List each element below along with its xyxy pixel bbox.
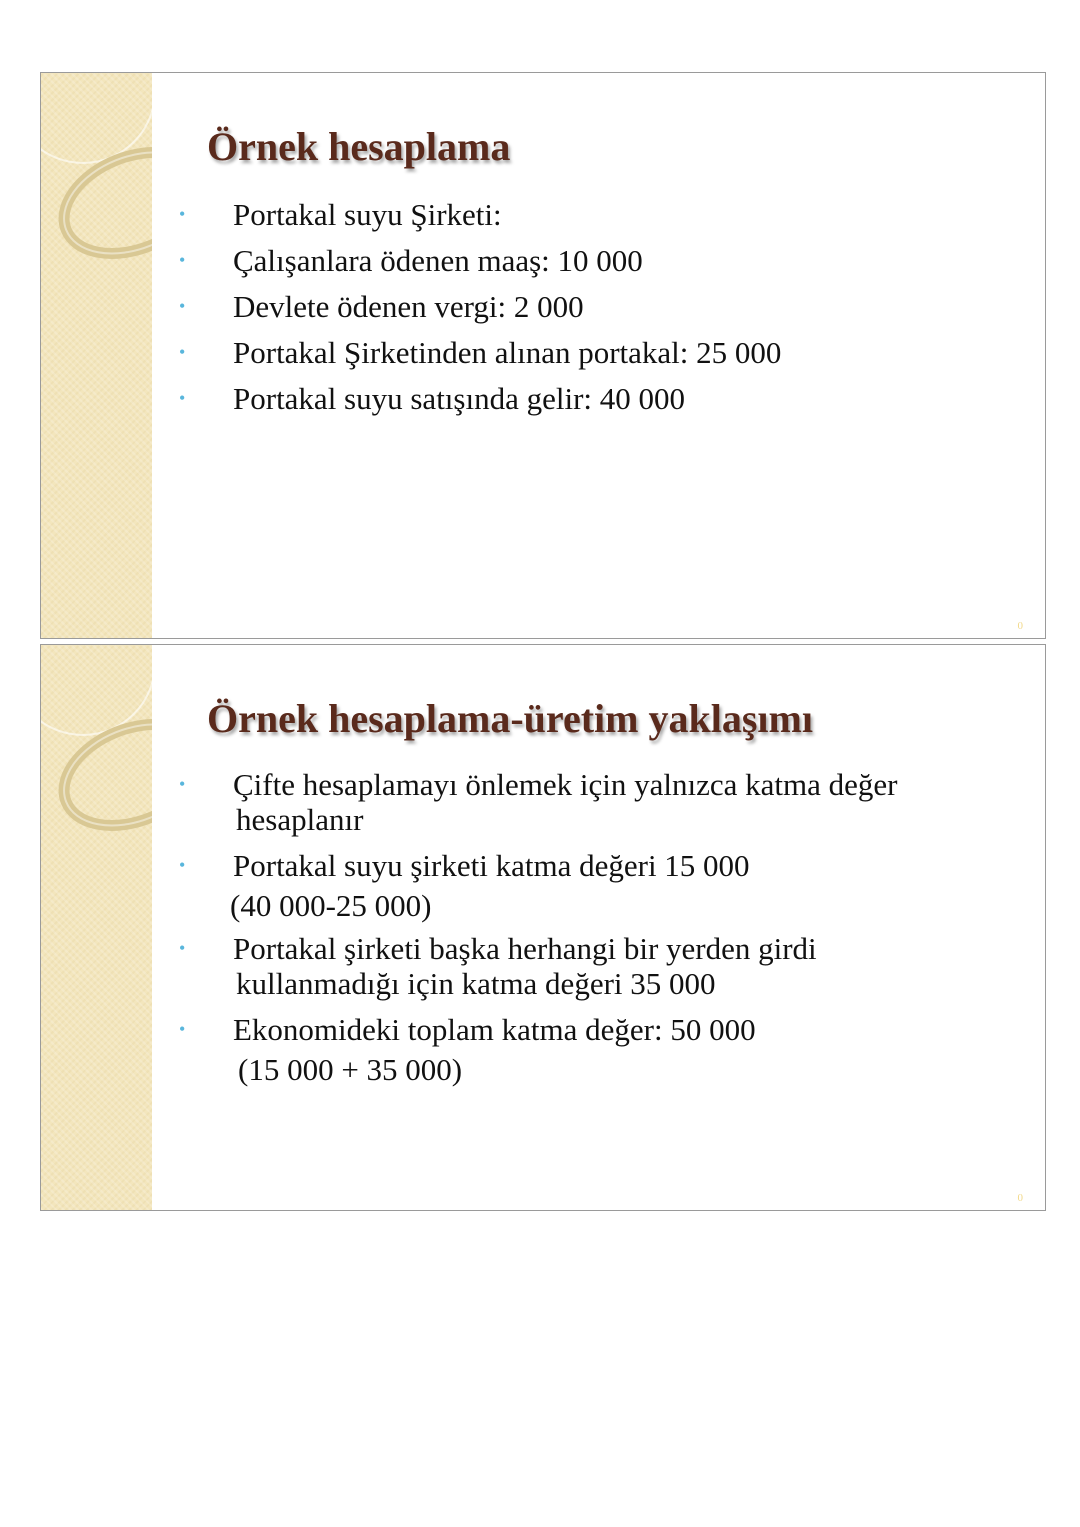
slide-1: [40, 72, 1046, 639]
page-number: 0: [1017, 1192, 1023, 1204]
bullet-dot-icon: •: [179, 342, 186, 362]
list-item: • Portakal şirketi başka herhangi bir yerden girdi kullanmadığı için katma değeri 35 000: [179, 931, 817, 1001]
bullet-dot-icon: •: [179, 1019, 186, 1039]
list-item: • Çifte hesaplamayı önlemek için yalnızca katma değer hesaplanır: [179, 767, 898, 837]
list-item: • Devlete ödenen vergi: 2 000: [179, 289, 584, 324]
bullet-dot-icon: •: [179, 204, 186, 224]
page-number: 0: [1017, 620, 1023, 632]
slide-title: Örnek hesaplama: [207, 124, 511, 169]
bullet-dot-icon: •: [179, 296, 186, 316]
bullet-dot-icon: •: [179, 250, 186, 270]
formula-line: (40 000-25 000): [230, 888, 432, 923]
bullet-list: [179, 767, 898, 1095]
decorative-sidebar: [41, 73, 152, 638]
list-item: • Ekonomideki toplam katma değer: 50 000: [179, 1012, 756, 1047]
bullet-dot-icon: •: [179, 938, 186, 958]
ring-decoration-icon: [41, 645, 152, 905]
bullet-dot-icon: •: [179, 855, 186, 875]
list-item: • Portakal suyu satışında gelir: 40 000: [179, 381, 686, 416]
list-item: • Portakal suyu Şirketi:: [179, 197, 502, 232]
decorative-sidebar: [41, 645, 152, 1210]
bullet-dot-icon: •: [179, 388, 186, 408]
ring-decoration-icon: [41, 73, 152, 333]
list-item: • Portakal Şirketinden alınan portakal: 25 000: [179, 335, 782, 370]
bullet-list: [179, 197, 781, 427]
bullet-dot-icon: •: [179, 774, 186, 794]
list-item: • Çalışanlara ödenen maaş: 10 000: [179, 243, 643, 278]
list-item: • Portakal suyu şirketi katma değeri 15 000: [179, 848, 750, 883]
formula-line: (15 000 + 35 000): [238, 1052, 463, 1087]
slide-title: Örnek hesaplama-üretim yaklaşımı: [207, 696, 813, 741]
slide-2: [40, 644, 1046, 1211]
